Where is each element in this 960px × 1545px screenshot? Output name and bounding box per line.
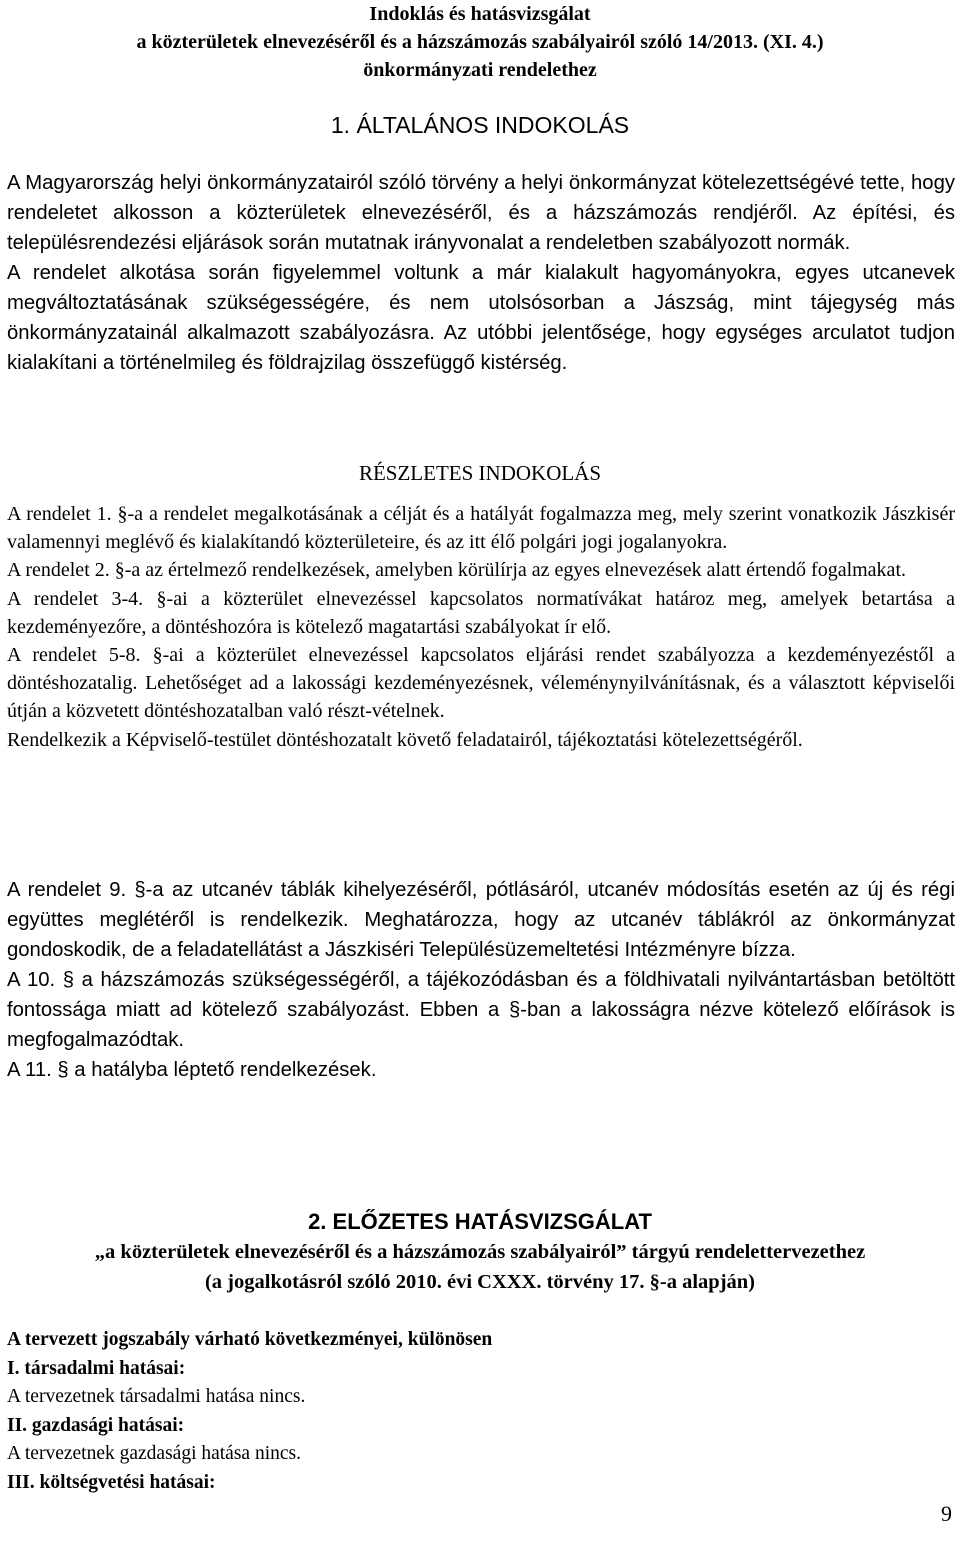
page-number: 9 — [941, 1501, 952, 1526]
detailed-paragraph: A 11. § a hatályba léptető rendelkezések. — [7, 1059, 377, 1081]
detailed-paragraph: A rendelet 9. §-a az utcanév táblák kihelyezéséről, pótlásáról, utcanév módosítás esetén az új és régi együttes meglétéről is rendelkezik. Meghatározza, hogy az utcanév táblákról az önkormányzat gondoskodik, de a feladatellátást a Jászkiséri Településüzemeltetési Intézményre bízza. — [7, 879, 955, 961]
detailed-paragraph: A 10. § a házszámozás szükségességéről, a tájékozódásban és a földhivatali nyilvántartásban betöltött fontossága miatt ad kötelező szabályozást. Ebben a §-ban a lakosságra nézve kötelező előírások is megfogalmazódtak. — [7, 969, 955, 1051]
economic-impact-heading: II. gazdasági hatásai: — [7, 1414, 185, 1436]
detailed-paragraph: A rendelet 1. §-a a rendelet megalkotásának a célját és a hatályát fogalmazza meg, mely szerint vonatkozik Jászkisér valamennyi meglévő és kialakítandó közterületeire, és az itt élő polgári jogi jogalanyokra. — [7, 503, 955, 554]
document-title: Indoklás és hatásvizsgálat — [369, 3, 591, 25]
section-2-subheading — [0, 1237, 960, 1297]
section-2-heading: 2. ELŐZETES HATÁSVIZSGÁLAT — [308, 1209, 652, 1234]
detailed-paragraph: A rendelet 5-8. §-ai a közterület elnevezéssel kapcsolatos eljárási rendet szabályozza a kezdeményezéstől a döntéshozatalig. Lehetőséget ad a lakossági kezdeményezésnek, véleménynyilvánításnak, és a választott képviselői útján a közvetett döntéshozatalban való részt-vételnek. — [7, 644, 955, 723]
section-1-heading: 1. ÁLTALÁNOS INDOKOLÁS — [330, 112, 630, 138]
detailed-paragraph: A rendelet 2. §-a az értelmező rendelkezések, amelyben körülírja az egyes elnevezések alatt értendő fogalmakat. — [7, 559, 906, 582]
detailed-justification-continued — [7, 875, 955, 1085]
impact-intro: A tervezett jogszabály várható következményei, különösen — [7, 1329, 493, 1350]
document-subtitle-continued: önkormányzati rendelethez — [363, 59, 597, 81]
detailed-paragraph: Rendelkezik a Képviselő-testület döntéshozatalt követő feladatairól, tájékoztatási kötelezettségéről. — [7, 728, 803, 751]
social-impact-text: A tervezetnek társadalmi hatása nincs. — [7, 1386, 306, 1407]
general-paragraph: A Magyarország helyi önkormányzatairól szóló törvény a helyi önkormányzat kötelezettségévé tette, hogy rendeletet alkosson a közterületek elnevezéséről, és a házszámozás rendjéről. Az építési, és településrendezési eljárások során mutatnak irányvonalat a rendeletben szabályozott normák. — [7, 172, 955, 254]
detailed-paragraph: A rendelet 3-4. §-ai a közterület elnevezéssel kapcsolatos normatívákat határoz meg, amelyek betartása a kezdeményezőre, a döntéshozóra is kötelező magatartási szabályokat ír elő. — [7, 587, 955, 638]
impact-assessment — [7, 1326, 955, 1497]
budget-impact-heading: III. költségvetési hatásai: — [7, 1471, 216, 1493]
document-subtitle: a közterületek elnevezéséről és a házszámozás szabályairól szóló 14/2013. (XI. 4.) — [136, 31, 824, 53]
general-paragraph: A rendelet alkotása során figyelemmel voltunk a már kialakult hagyományokra, egyes utcanevek megváltoztatásának szükségességére, és nem utolsósorban a Jászság, mint tájegység más önkormányzatainál alkalmazott szabályozásra. Az utóbbi jelentősége, hogy egységes arculatot tudjon kialakítani a történelmileg és földrajzilag összefüggő kistérség. — [7, 262, 955, 374]
detailed-justification-heading: RÉSZLETES INDOKOLÁS — [358, 461, 602, 485]
economic-impact-text: A tervezetnek gazdasági hatása nincs. — [7, 1443, 301, 1464]
general-justification — [7, 168, 955, 378]
legal-basis-line: (a jogalkotásról szóló 2010. évi CXXX. törvény 17. §-a alapján) — [204, 1271, 756, 1293]
social-impact-heading: I. társadalmi hatásai: — [7, 1357, 186, 1379]
detailed-justification — [7, 500, 955, 754]
document-header — [0, 0, 960, 84]
draft-subject-line: „a közterületek elnevezéséről és a házszámozás szabályairól” tárgyú rendelettervezethez — [94, 1241, 866, 1263]
